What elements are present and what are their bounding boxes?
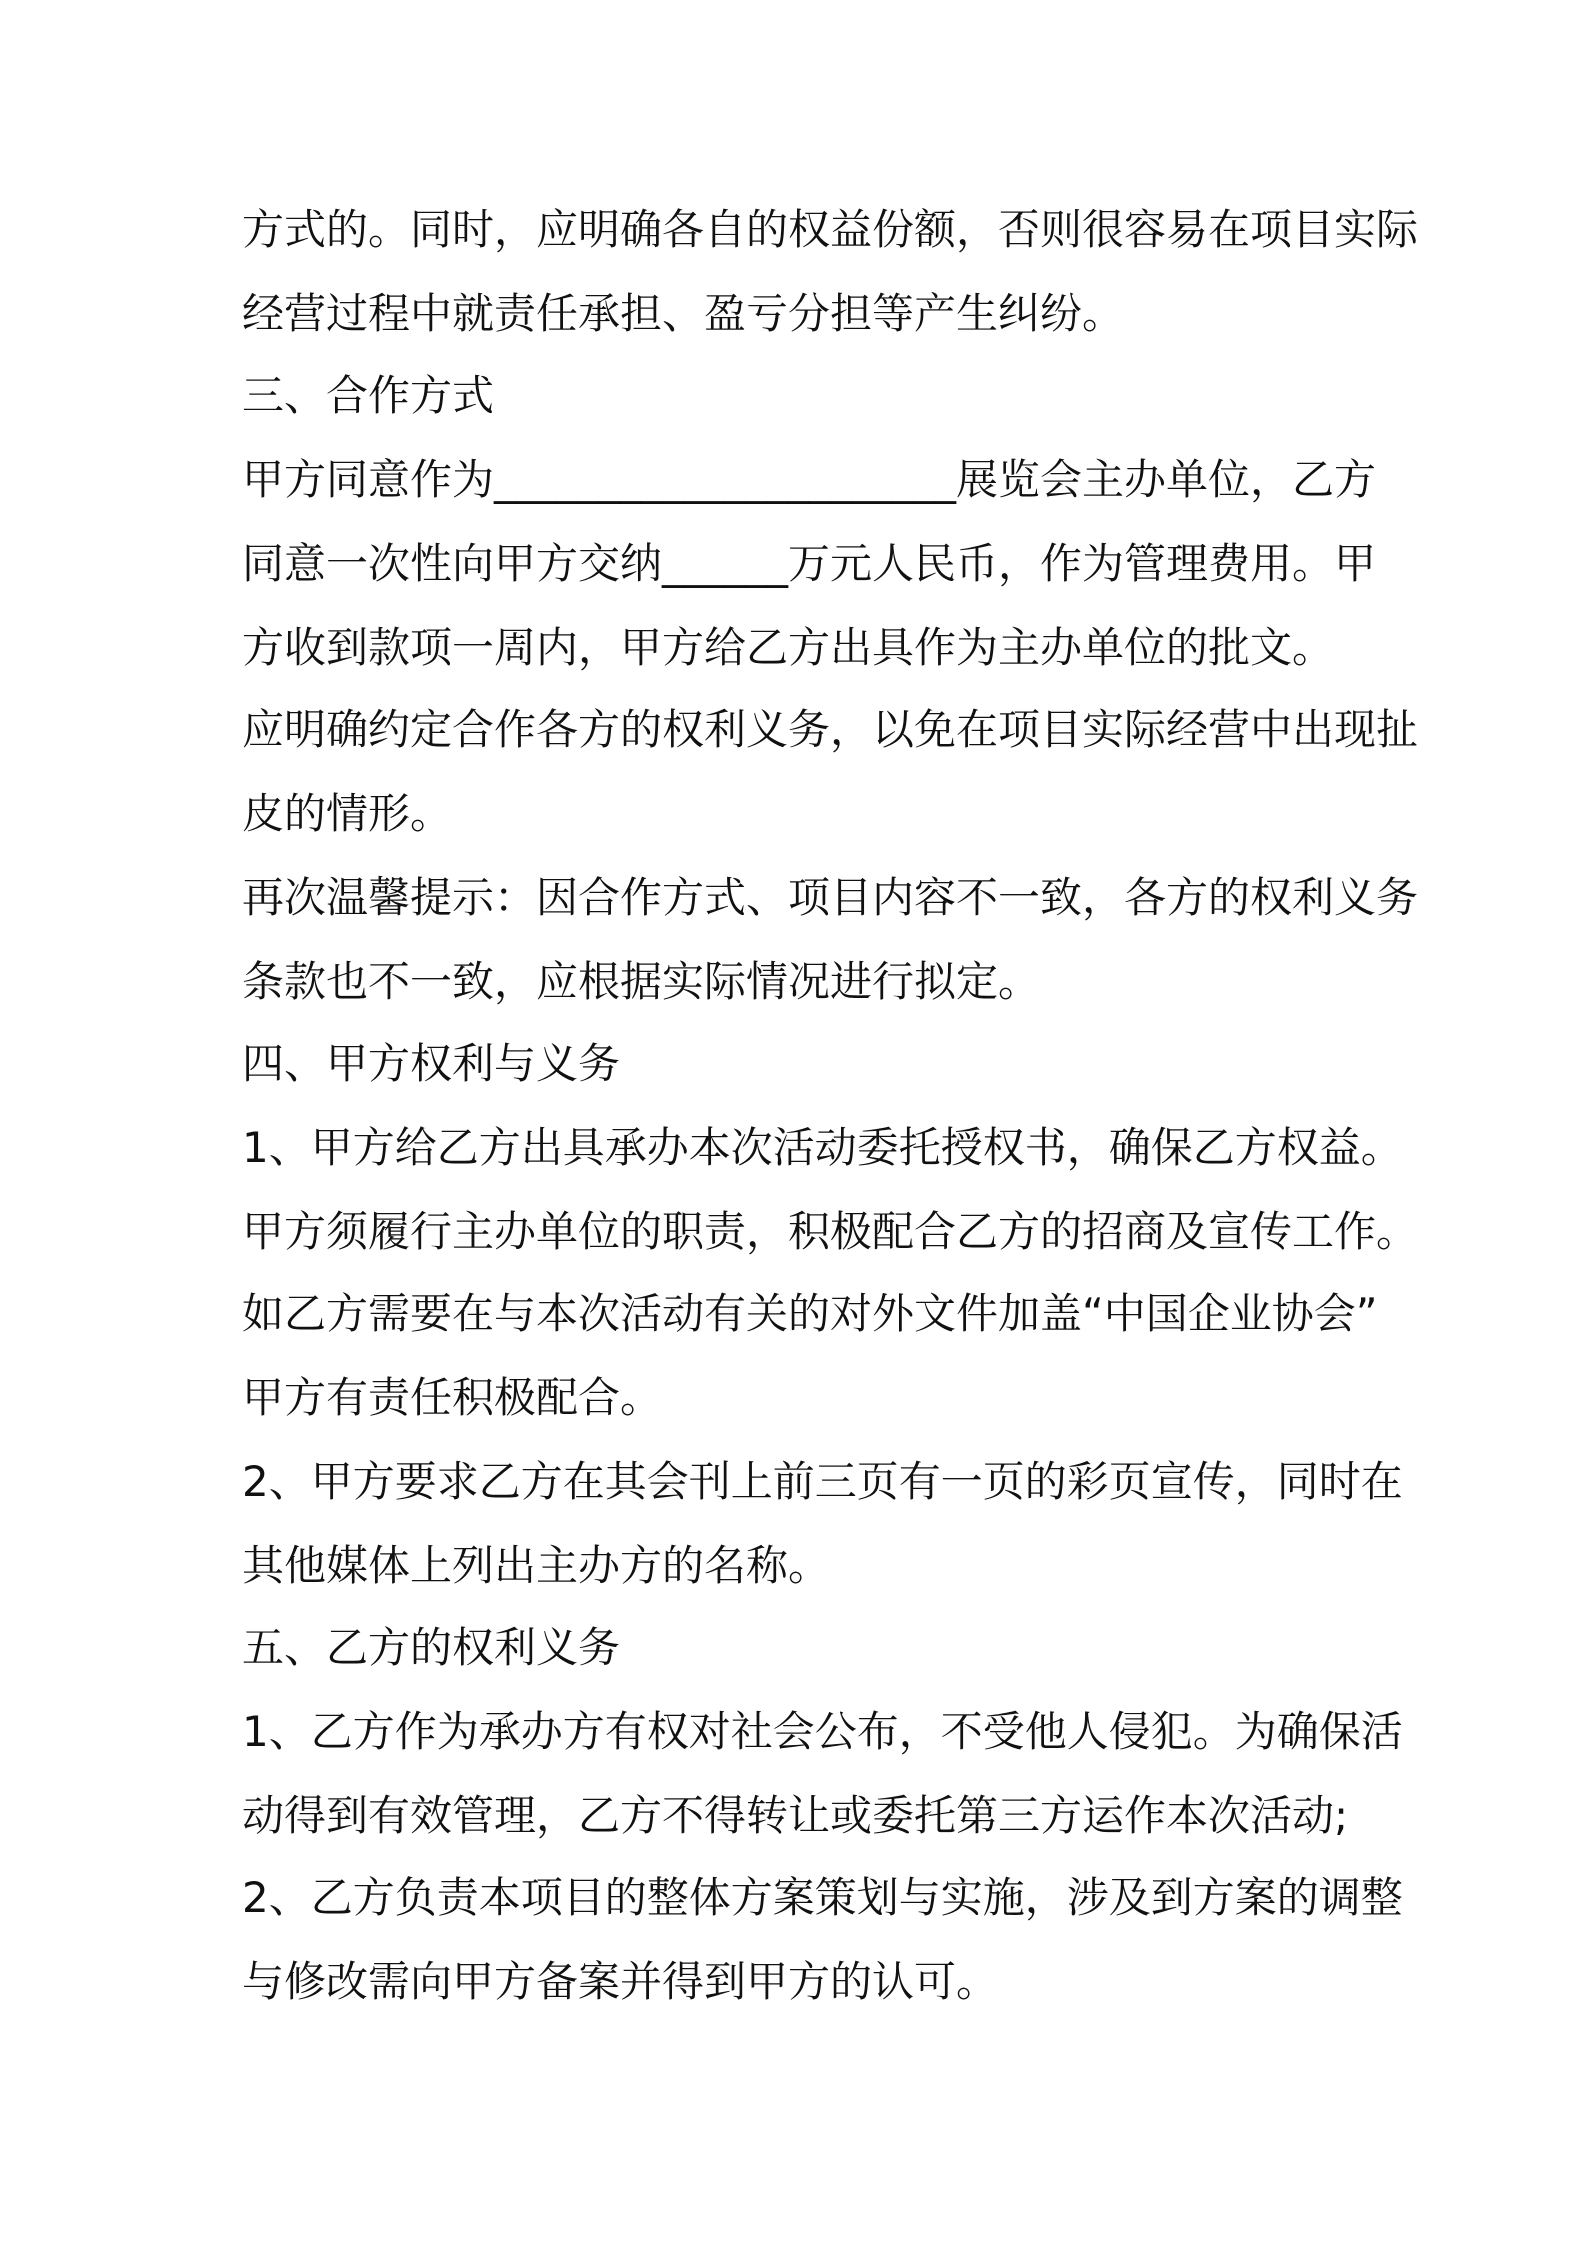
paragraph-line: 2、乙方负责本项目的整体方案策划与实施，涉及到方案的调整 <box>242 1873 1403 1922</box>
paragraph-line: 动得到有效管理，乙方不得转让或委托第三方运作本次活动; <box>242 1791 1349 1840</box>
paragraph-line: 如乙方需要在与本次活动有关的对外文件加盖“中国企业协会” <box>242 1289 1378 1338</box>
paragraph-line: 甲方有责任积极配合。 <box>242 1373 663 1422</box>
paragraph-line: 1、乙方作为承办方有权对社会公布，不受他人侵犯。为确保活 <box>242 1707 1403 1756</box>
paragraph-line: 再次温馨提示：因合作方式、项目内容不一致，各方的权利义务 <box>242 873 1419 922</box>
paragraph-line: 条款也不一致，应根据实际情况进行拟定。 <box>242 957 1041 1006</box>
paragraph-line: 方式的。同时，应明确各自的权益份额，否则很容易在项目实际 <box>242 205 1419 254</box>
paragraph-line: 其他媒体上列出主办方的名称。 <box>242 1541 831 1590</box>
paragraph-line: 1、甲方给乙方出具承办本次活动委托授权书，确保乙方权益。 <box>242 1123 1403 1172</box>
paragraph-line: 同意一次性向甲方交纳______万元人民币，作为管理费用。甲 <box>242 539 1377 588</box>
paragraph-line: 皮的情形。 <box>242 789 453 838</box>
paragraph-line: 经营过程中就责任承担、盈亏分担等产生纠纷。 <box>242 289 1125 338</box>
paragraph-line: 2、甲方要求乙方在其会刊上前三页有一页的彩页宣传，同时在 <box>242 1457 1403 1506</box>
section-heading-party-a-rights: 四、甲方权利与义务 <box>242 1039 621 1088</box>
section-heading-party-b-rights: 五、乙方的权利义务 <box>242 1623 621 1672</box>
paragraph-line: 方收到款项一周内，甲方给乙方出具作为主办单位的批文。 <box>242 623 1335 672</box>
section-heading-cooperation-method: 三、合作方式 <box>242 371 495 420</box>
paragraph-line: 应明确约定合作各方的权利义务，以免在项目实际经营中出现扯 <box>242 705 1419 754</box>
paragraph-line: 甲方须履行主办单位的职责，积极配合乙方的招商及宣传工作。 <box>242 1207 1419 1256</box>
paragraph-line: 与修改需向甲方备案并得到甲方的认可。 <box>242 1957 999 2006</box>
paragraph-line: 甲方同意作为______________________展览会主办单位，乙方 <box>242 455 1377 504</box>
